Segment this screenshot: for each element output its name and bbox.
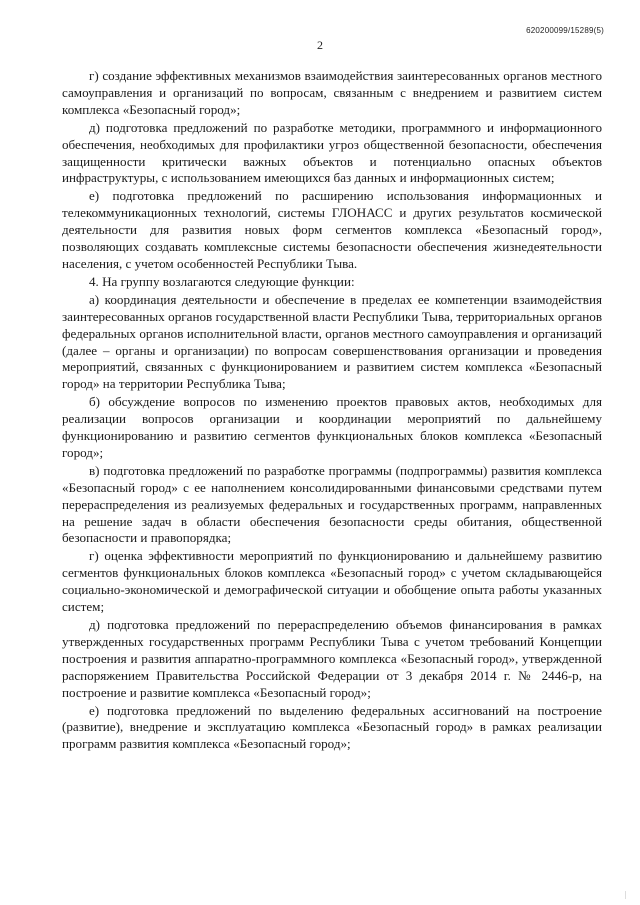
paragraph-function-b: б) обсуждение вопросов по изменению проектов правовых актов, необходимых для реализации вопросов организации и координации мероприятий по дальнейшему функционированию и развитию сегментов функциональных блоков комплекса «Безопасный город»;	[62, 394, 602, 460]
scan-edge-mark	[625, 891, 632, 899]
paragraph-function-a: а) координация деятельности и обеспечение в пределах ее компетенции взаимодействия заинтересованных органов государственной власти Республики Тыва, территориальных органов федеральных органов исполнительной власти, органов местного самоуправления и организаций (далее – органы и организации) по вопросам совершенствования организации и проведения мероприятий, связанных с функционированием и развитием систем комплекса «Безопасный город» на территории Республика Тыва;	[62, 291, 602, 392]
paragraph-section-4: 4. На группу возлагаются следующие функции:	[89, 273, 355, 289]
document-id: 620200099/15289(5)	[526, 26, 604, 35]
paragraph-function-d: д) подготовка предложений по перераспределению объемов финансирования в рамках утвержденных государственных программ Республики Тыва с учетом требований Концепции построения и развития аппаратно-программного комплекса «Безопасный город», утвержденной распоряжением Правительства Российской Федерации от 3 декабря 2014 г. № 2446-р, на построение и развитие комплекса «Безопасный город»;	[62, 617, 602, 700]
paragraph-item-g: г) создание эффективных механизмов взаимодействия заинтересованных органов местного самоуправления и организаций по вопросам, связанным с внедрением и развитием систем комплекса «Безопасный город»;	[62, 68, 602, 117]
page-number: 2	[317, 38, 323, 52]
paragraph-item-e: е) подготовка предложений по расширению использования информационных и телекоммуникационных технологий, системы ГЛОНАСС и других результатов космической деятельности для развития новых форм сегментов комплекса «Безопасный город», позволяющих создавать комплексные системы безопасности обеспечения жизнедеятельности населения, с учетом особенностей Республики Тыва.	[62, 188, 602, 271]
paragraph-function-g: г) оценка эффективности мероприятий по функционированию и дальнейшему развитию сегментов функциональных блоков комплекса «Безопасный город» с учетом складывающейся социально-экономической и демографической ситуации и обобщение опыта работы указанных систем;	[62, 548, 602, 615]
document-body	[62, 68, 602, 753]
paragraph-function-v: в) подготовка предложений по разработке программы (подпрограммы) развития комплекса «Безопасный город» с ее наполнением консолидированными финансовыми средствами путем перераспределения из реализуемых федеральных и государственных программ, направленных на решение задач в области обеспечения безопасности среды обитания, общественной безопасности и правопорядка;	[62, 462, 602, 546]
paragraph-item-d: д) подготовка предложений по разработке методики, программного и информационного обеспечения, необходимых для профилактики угроз общественной безопасности, обеспечения защищенности критически важных объектов и потенциально опасных объектов инфраструктуры, с использованием имеющихся баз данных и информационных систем;	[62, 119, 602, 186]
paragraph-function-e: е) подготовка предложений по выделению федеральных ассигнований на построение (развитие), внедрение и эксплуатацию комплекса «Безопасный город» в рамках реализации программ развития комплекса «Безопасный город»;	[62, 702, 602, 752]
